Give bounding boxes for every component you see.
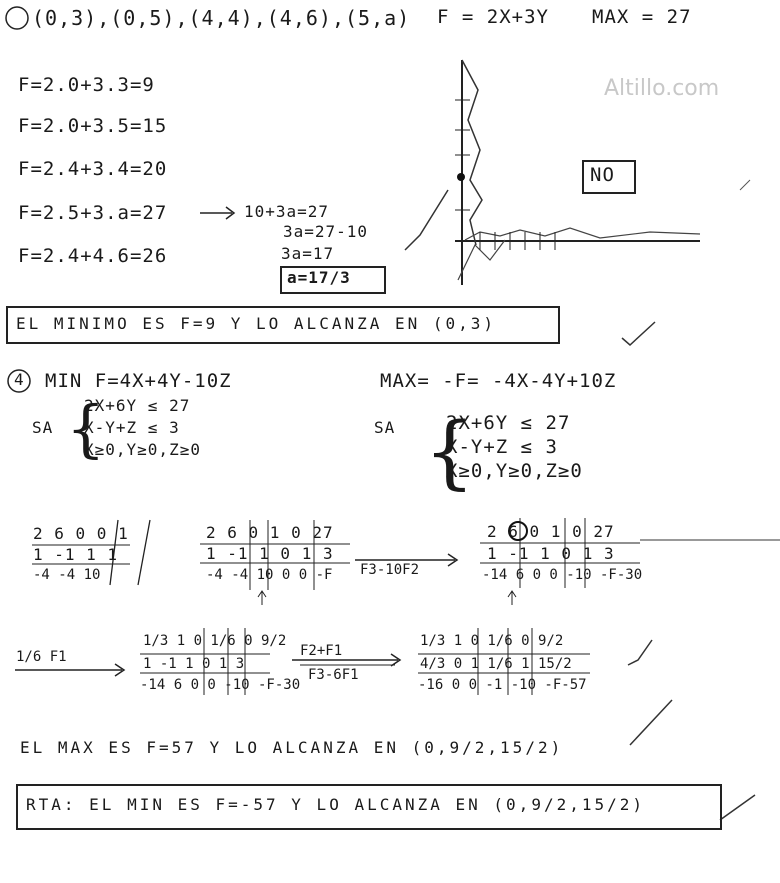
- t3-row-2: 1 -1 1 0 1 3: [143, 656, 245, 672]
- op-f3-10f2: F3-10F2: [360, 562, 420, 578]
- ex4-sa-left: SA: [32, 418, 54, 437]
- t2-row-3: -14 6 0 0 -10 -F-30: [482, 567, 643, 583]
- ex3-solve-4: a=17/3: [287, 268, 351, 287]
- ex3-objective: F = 2X+3Y: [437, 6, 549, 28]
- graph-no-label: NO: [590, 164, 615, 186]
- ex4-min: MIN F=4X+4Y-10Z: [45, 370, 232, 392]
- brace-right: {: [424, 405, 475, 498]
- ex3-eval-5: F=2.4+4.6=26: [18, 245, 168, 267]
- ex4-c-left-2: X-Y+Z ≤ 3: [84, 418, 180, 437]
- ex3-eval-3: F=2.4+3.4=20: [18, 158, 168, 180]
- watermark: Altillo.com: [604, 76, 720, 101]
- t4-row-1: 1/3 1 0 1/6 0 9/2: [420, 633, 564, 649]
- t0-row-2: 1 -1 1 1: [33, 545, 119, 564]
- brace-left: {: [66, 392, 106, 465]
- t1-row-1: 2 6 0 1 0 27: [206, 523, 334, 542]
- ex4-c-right-1: 2X+6Y ≤ 27: [446, 412, 571, 434]
- t3-row-1: 1/3 1 0 1/6 0 9/2: [143, 633, 287, 649]
- ex3-eval-4: F=2.5+3.a=27: [18, 202, 168, 224]
- op-f2-f1: F2+F1: [300, 643, 343, 659]
- ex4-max-line: MAX= -F= -4X-4Y+10Z: [380, 370, 617, 392]
- ex4-number: 4: [14, 370, 25, 389]
- t1-row-2: 1 -1 1 0 1 3: [206, 544, 334, 563]
- t0-row-1: 2 6 0 0 1: [33, 524, 129, 543]
- t0-row-3: -4 -4 10: [33, 567, 101, 583]
- t2-row-1: 2 6 0 1 0 27: [487, 522, 615, 541]
- ex4-c-left-1: 2X+6Y ≤ 27: [84, 396, 191, 415]
- ex3-conclusion: EL MINIMO ES F=9 Y LO ALCANZA EN (0,3): [16, 314, 497, 333]
- t4-row-2: 4/3 0 1 1/6 1 15/2: [420, 656, 572, 672]
- ex4-sa-right: SA: [374, 418, 396, 437]
- ex4-c-right-2: X-Y+Z ≤ 3: [446, 436, 558, 458]
- t4-row-3: -16 0 0 -1 -10 -F-57: [418, 677, 587, 693]
- ex3-eval-1: F=2.0+3.3=9: [18, 74, 155, 96]
- t1-row-3: -4 -4 10 0 0 -F: [206, 567, 333, 583]
- ex4-max-result: EL MAX ES F=57 Y LO ALCANZA EN (0,9/2,15/2): [20, 738, 564, 757]
- ex3-points: (0,3),(0,5),(4,4),(4,6),(5,a): [32, 6, 411, 30]
- ex4-c-left-3: X≥0,Y≥0,Z≥0: [84, 440, 201, 459]
- ex4-c-right-3: X≥0,Y≥0,Z≥0: [446, 460, 583, 482]
- ex3-solve-3: 3a=17: [281, 244, 335, 263]
- t2-row-2: 1 -1 1 0 1 3: [487, 544, 615, 563]
- ex3-eval-2: F=2.0+3.5=15: [18, 115, 168, 137]
- rta-text: RTA: EL MIN ES F=-57 Y LO ALCANZA EN (0,9/2,15/2): [26, 795, 646, 814]
- t3-row-3: -14 6 0 0 -10 -F-30: [140, 677, 301, 693]
- ex3-solve-1: 10+3a=27: [244, 202, 330, 221]
- ex3-max: MAX = 27: [592, 6, 692, 28]
- op-1-6-f1: 1/6 F1: [16, 649, 67, 665]
- ex3-solve-2: 3a=27-10: [283, 222, 369, 241]
- op-f3-6f1: F3-6F1: [308, 667, 359, 683]
